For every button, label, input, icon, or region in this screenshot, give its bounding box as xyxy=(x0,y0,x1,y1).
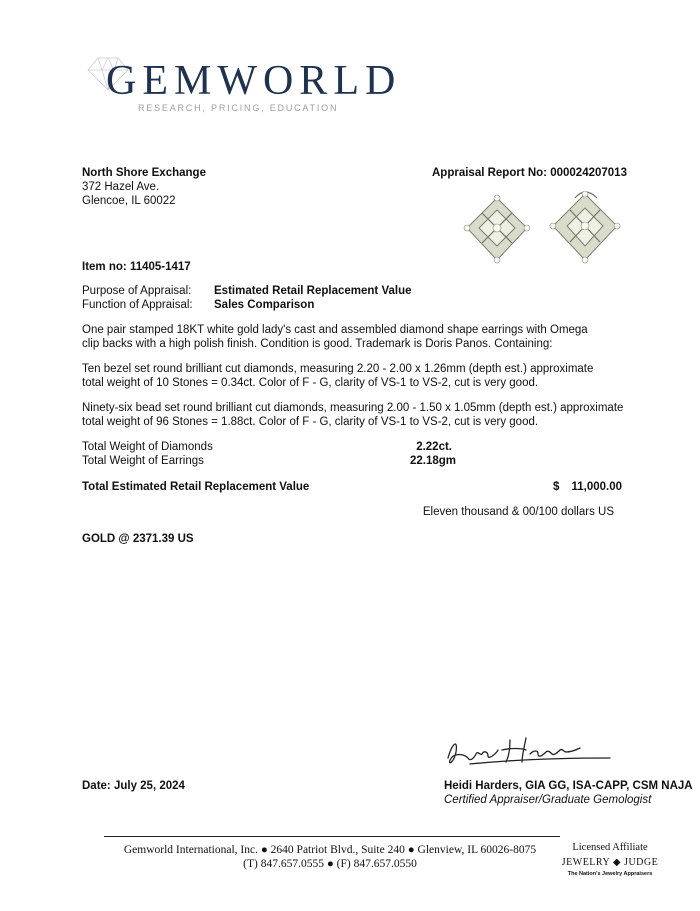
total-diamonds-label: Total Weight of Diamonds xyxy=(82,441,213,453)
description-p3-line1: Ninety-six bead set round brilliant cut diamonds, measuring 2.00 - 1.50 x 1.05mm (depth est.) approximate xyxy=(82,402,624,414)
signature-image xyxy=(440,728,630,776)
description-paragraph-3 xyxy=(82,401,642,429)
description-p2-line1: Ten bezel set round brilliant cut diamonds, measuring 2.20 - 2.00 x 1.26mm (depth est.) approximate xyxy=(82,363,594,375)
logo-tagline: RESEARCH, PRICING, EDUCATION xyxy=(138,103,339,113)
appraisal-date: Date: July 25, 2024 xyxy=(82,780,185,792)
description-p1-line2: clip backs with a high polish finish. Condition is good. Trademark is Doris Panos. Containing: xyxy=(82,338,553,350)
item-value: 11405-1417 xyxy=(129,261,191,273)
earrings-photo xyxy=(455,188,635,270)
affiliate-brand: JEWELRY ◆ JUDGE xyxy=(561,857,659,868)
retail-value-label: Total Estimated Retail Replacement Value xyxy=(82,481,310,493)
function-label: Function of Appraisal: xyxy=(82,299,193,311)
affiliate-tagline: The Nation's Jewelry Appraisers xyxy=(567,871,653,877)
description-paragraph-2 xyxy=(82,362,642,390)
purpose-value: Estimated Retail Replacement Value xyxy=(214,285,412,297)
footer-address: Gemworld International, Inc. ● 2640 Patriot Blvd., Suite 240 ● Glenview, IL 60026-8075 xyxy=(123,844,537,856)
retail-value-words: Eleven thousand & 00/100 dollars US xyxy=(422,506,614,518)
function-value: Sales Comparison xyxy=(214,299,315,311)
purpose-label: Purpose of Appraisal: xyxy=(82,285,192,297)
appraiser-name: Heidi Harders, GIA GG, ISA-CAPP, CSM NAJA xyxy=(444,780,693,792)
report-value: 000024207013 xyxy=(550,167,627,179)
item-label: Item no: xyxy=(82,261,127,273)
client-address-2: Glencoe, IL 60022 xyxy=(82,195,176,207)
total-earrings-label: Total Weight of Earrings xyxy=(82,455,204,467)
item-number xyxy=(82,260,191,274)
logo-wordmark: GEMWORLD xyxy=(106,58,402,104)
appraiser-title: Certified Appraiser/Graduate Gemologist xyxy=(444,794,652,806)
total-earrings-value: 22.18gm xyxy=(409,455,456,467)
report-number xyxy=(432,166,627,180)
footer-phone: (T) 847.657.0555 ● (F) 847.657.0550 xyxy=(243,858,417,870)
client-name: North Shore Exchange xyxy=(82,167,206,179)
description-paragraph-1 xyxy=(82,323,642,351)
footer-divider xyxy=(104,836,560,837)
description-p3-line2: total weight of 96 Stones = 1.88ct. Color of F - G, clarity of VS-1 to VS-2, cut is very good. xyxy=(82,416,539,428)
affiliate-label: Licensed Affiliate xyxy=(572,842,648,853)
description-p2-line2: total weight of 10 Stones = 0.34ct. Color of F - G, clarity of VS-1 to VS-2, cut is very good. xyxy=(82,377,539,389)
retail-currency: $ xyxy=(553,481,560,493)
total-diamonds-value: 2.22ct. xyxy=(416,441,452,453)
client-address-1: 372 Hazel Ave. xyxy=(82,181,160,193)
gold-price: GOLD @ 2371.39 US xyxy=(82,533,194,545)
retail-value: 11,000.00 xyxy=(571,481,622,493)
description-p1-line1: One pair stamped 18KT white gold lady's cast and assembled diamond shape earrings with Omega xyxy=(82,324,588,336)
report-label: Appraisal Report No: xyxy=(432,167,548,179)
